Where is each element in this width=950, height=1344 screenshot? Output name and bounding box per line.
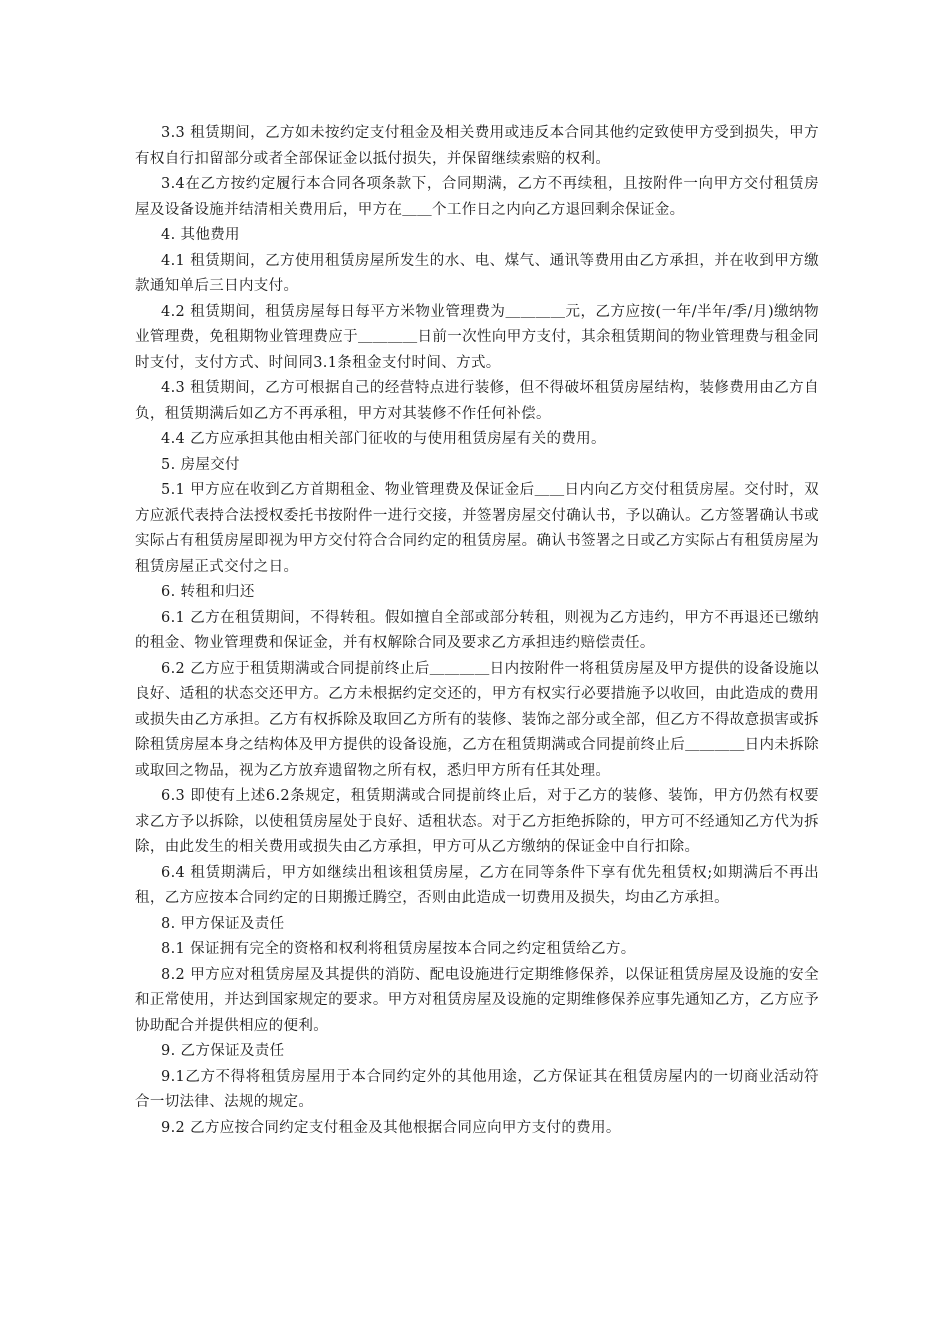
clause-5-1: 5.1 甲方应在收到乙方首期租金、物业管理费及保证金后＿＿日内向乙方交付租赁房屋。交付时，双方应派代表持合法授权委托书按附件一进行交接，并签署房屋交付确认书，予以确认。乙方签署确认书或实际占有租赁房屋即视为甲方交付符合合同约定的租赁房屋。确认书签署之日或乙方实际占有租赁房屋为租赁房屋正式交付之日。: [135, 482, 819, 575]
clause-4-2: 4.2 租赁期间，租赁房屋每日每平方米物业管理费为＿＿＿＿元，乙方应按(一年/半年/季/月)缴纳物业管理费，免租期物业管理费应于＿＿＿＿日前一次性向甲方支付，其余租赁期间的物业管理费与租金同时支付，支付方式、时间同3.1条租金支付时间、方式。: [135, 303, 819, 371]
section-heading-6: 6. 转租和归还: [161, 584, 255, 600]
clause-8-1: 8.1 保证拥有完全的资格和权利将租赁房屋按本合同之约定租赁给乙方。: [161, 941, 636, 957]
clause-8-2: 8.2 甲方应对租赁房屋及其提供的消防、配电设施进行定期维修保养，以保证租赁房屋及设施的安全和正常使用，并达到国家规定的要求。甲方对租赁房屋及设施的定期维修保养应事先通知乙方，乙方应予协助配合并提供相应的便利。: [135, 966, 819, 1034]
section-heading-8: 8. 甲方保证及责任: [161, 915, 285, 932]
clause-4-3: 4.3 租赁期间，乙方可根据自己的经营特点进行装修，但不得破坏租赁房屋结构，装修费用由乙方自负，租赁期满后如乙方不再承租，甲方对其装修不作任何补偿。: [135, 380, 819, 422]
document-body: [135, 121, 819, 1141]
clause-6-3: 6.3 即使有上述6.2条规定，租赁期满或合同提前终止后，对于乙方的装修、装饰，甲方仍然有权要求乙方予以拆除，以使租赁房屋处于良好、适租状态。对于乙方拒绝拆除的，甲方可不经通知乙方代为拆除，由此发生的相关费用或损失由乙方承担，甲方可从乙方缴纳的保证金中自行扣除。: [135, 788, 819, 855]
clause-6-4: 6.4 租赁期满后，甲方如继续出租该租赁房屋，乙方在同等条件下享有优先租赁权;如期满后不再出租，乙方应按本合同约定的日期搬迁腾空，否则由此造成一切费用及损失，均由乙方承担。: [135, 864, 819, 906]
clause-6-2: 6.2 乙方应于租赁期满或合同提前终止后＿＿＿＿日内按附件一将租赁房屋及甲方提供的设备设施以良好、适租的状态交还甲方。乙方未根据约定交还的，甲方有权实行必要措施予以收回，由此造成的费用或损失由乙方承担。乙方有权拆除及取回乙方所有的装修、装饰之部分或全部，但乙方不得故意损害或拆除租赁房屋本身之结构体及甲方提供的设备设施，乙方在租赁期满或合同提前终止后＿＿＿＿日内未拆除或取回之物品，视为乙方放弃遗留物之所有权，悉归甲方所有任其处理。: [135, 660, 819, 779]
clause-3-4: 3.4在乙方按约定履行本合同各项条款下，合同期满，乙方不再续租，且按附件一向甲方交付租赁房屋及设备设施并结清相关费用后，甲方在＿＿个工作日之内向乙方退回剩余保证金。: [135, 176, 819, 218]
clause-3-3: 3.3 租赁期间，乙方如未按约定支付租金及相关费用或违反本合同其他约定致使甲方受到损失，甲方有权自行扣留部分或者全部保证金以抵付损失，并保留继续索赔的权利。: [135, 125, 819, 167]
clause-9-2: 9.2 乙方应按合同约定支付租金及其他根据合同应向甲方支付的费用。: [161, 1119, 621, 1136]
section-heading-4: 4. 其他费用: [161, 227, 240, 243]
clause-9-1: 9.1乙方不得将租赁房屋用于本合同约定外的其他用途，乙方保证其在租赁房屋内的一切商业活动符合一切法律、法规的规定。: [135, 1068, 819, 1110]
clause-4-4: 4.4 乙方应承担其他由相关部门征收的与使用租赁房屋有关的费用。: [161, 431, 606, 447]
clause-4-1: 4.1 租赁期间，乙方使用租赁房屋所发生的水、电、煤气、通讯等费用由乙方承担，并在收到甲方缴款通知单后三日内支付。: [135, 252, 819, 294]
section-heading-5: 5. 房屋交付: [161, 456, 240, 473]
clause-6-1: 6.1 乙方在租赁期间，不得转租。假如擅自全部或部分转租，则视为乙方违约，甲方不再退还已缴纳的租金、物业管理费和保证金，并有权解除合同及要求乙方承担违约赔偿责任。: [135, 609, 819, 651]
section-heading-9: 9. 乙方保证及责任: [161, 1043, 285, 1059]
